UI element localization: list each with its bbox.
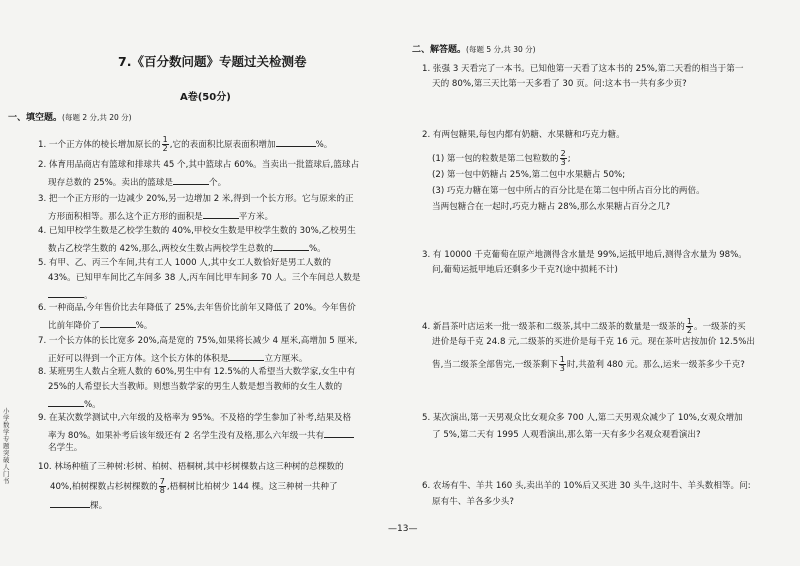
fill-question-6-line-1: 6. 一种商品,今年售价比去年降低了 25%,去年售价比前年又降低了 20%。今年售价 [38,303,356,313]
section-note: (每题 5 分,共 30 分) [466,45,536,54]
solve-question-2-cond-2: (2) 第一包中奶糖占 25%,第二包中水果糖占 50%; [432,170,626,180]
solve-question-2-cond-3: (3) 巧克力糖在第一包中所占的百分比是在第二包中所占百分比的两倍。 [432,186,705,196]
solve-question-3-line-1: 3. 有 10000 千克葡萄在原产地测得含水量是 99%,运抵甲地后,测得含水量为 98%。 [422,250,747,260]
fill-question-4-line-1: 4. 已知甲校学生数是乙校学生数的 40%,甲校女生数是甲校学生数的 30%,乙校男生 [38,226,356,236]
question-text: %。 [135,321,153,331]
question-text: 40%,柏树棵数占杉树棵数的 [50,482,158,492]
section-fill-blank [8,112,132,124]
answer-blank[interactable] [48,288,84,298]
solve-question-4-line-2: 进价是每千克 24.8 元,二级茶的买进价是每千克 16 元。现在茶叶店按加价 12.5%出 [432,337,755,347]
question-text: 棵。 [90,501,108,511]
solve-question-2-line-1: 2. 有两包糖果,每包内都有奶糖、水果糖和巧克力糖。 [422,130,625,140]
fraction-numerator: 2 [560,149,566,158]
fill-question-8-line-1: 8. 某班男生人数占全班人数的 60%,男生中有 12.5%的人希望当大数学家,女生中有 [38,367,356,377]
answer-blank[interactable] [173,175,209,185]
question-text: 率为 80%。如果补考后该年级还有 2 名学生没有及格,那么六年级一共有 [48,431,325,441]
fraction-numerator: 1 [559,355,565,364]
fraction [559,356,566,373]
fill-question-5-line-3 [48,288,93,302]
question-text: 方形面积相等。那么这个正方形的面积是 [48,212,203,222]
fraction-numerator: 1 [162,135,168,144]
fill-question-8-line-2: 25%的人希望长大当教师。则想当数学家的男生人数是想当教师的女生人数的 [48,382,343,392]
answer-blank[interactable] [203,209,239,219]
solve-question-6-line-2: 原有牛、羊各多少头? [432,497,514,507]
question-text: 个。 [208,178,227,188]
question-text: ; [567,154,571,164]
solve-question-1-line-2: 天的 80%,第三天比第一天多看了 30 页。问:这本书一共有多少页? [432,79,687,89]
section-title: 二、解答题。 [412,45,467,55]
answer-blank[interactable] [273,241,309,251]
answer-blank[interactable] [276,137,316,147]
question-text: 立方厘米。 [264,354,308,364]
question-text: 正好可以得到一个正方体。这个长方体的体积是 [48,354,229,364]
question-text: 4. 新昌茶叶店运来一批一级茶和二级茶,其中二级茶的数量是一级茶的 [422,322,685,332]
page-title: 7.《百分数问题》专题过关检测卷 [118,54,307,69]
question-text: 平方米。 [238,212,274,222]
fraction [159,478,166,495]
fill-question-7-line-1: 7. 一个长方体的长比宽多 20%,高是宽的 75%,如果将长减少 4 厘米,高增加 5 厘米, [38,336,358,346]
question-text: 现存总数的 25%。卖出的篮球是 [48,178,173,188]
answer-blank[interactable] [100,318,136,328]
answer-blank[interactable] [228,351,264,361]
fill-question-10-line-3 [50,498,107,512]
fraction-numerator: 1 [686,317,692,326]
fill-question-5-line-1: 5. 有甲、乙、丙三个车间,共有工人 1000 人,其中女工人数恰好是男工人数的 [38,258,331,268]
fraction-denominator: 8 [159,486,165,495]
answer-blank[interactable] [324,428,354,438]
fill-question-3-line-1: 3. 把一个正方形的一边减少 20%,另一边增加 2 米,得到一个长方形。它与原来的正 [38,194,354,204]
question-text: %。 [308,244,326,254]
solve-question-4-line-1 [422,318,746,335]
question-text: 售,当二级茶全部售完,一级茶剩下 [432,360,558,370]
fill-question-7-line-2 [48,351,307,365]
fill-question-3-line-2 [48,209,273,223]
question-text: ,它的表面积比原表面积增加 [169,140,276,150]
fill-question-2-line-2 [48,175,226,189]
fraction [162,136,169,153]
fraction-numerator: 7 [159,477,165,486]
fill-question-9-line-1: 9. 在某次数学测试中,六年级的及格率为 95%。不及格的学生参加了补考,结果及格 [38,413,352,423]
question-text: 。一级茶的买 [693,322,746,332]
fraction [686,318,693,335]
paper-subtitle: A卷(50分) [180,92,231,103]
question-text: 比前年降价了 [48,321,100,331]
answer-blank[interactable] [48,397,84,407]
fill-question-9-line-2 [48,428,354,442]
fill-question-4-line-2 [48,241,326,255]
section-solve [412,44,536,56]
question-text: %。 [315,140,333,150]
answer-blank[interactable] [50,498,90,508]
fill-question-6-line-2 [48,318,152,332]
section-note: (每题 2 分,共 20 分) [62,113,132,122]
fill-question-10-line-2 [50,478,338,495]
page-number: —13— [388,524,418,534]
solve-question-6-line-1: 6. 农场有牛、羊共 160 头,卖出羊的 10%后又买进 30 头牛,这时牛、羊头数相等。问: [422,481,751,491]
fill-question-2-line-1: 2. 体育用品商店有篮球和排球共 45 个,其中篮球占 60%。当卖出一批篮球后,篮球占 [38,160,360,170]
solve-question-1-line-1: 1. 张强 3 天看完了一本书。已知他第一天看了这本书的 25%,第二天看的相当于第一 [422,64,744,74]
side-margin-text: 小学数学专题突破人门书 [3,407,10,485]
question-text: %。 [84,400,101,410]
solve-question-4-line-3 [432,356,745,373]
solve-question-5-line-2: 了 5%,第二天有 1995 人观看演出,那么第一天有多少名观众观看演出? [432,430,701,440]
question-text: (1) 第一包的粒数是第二包粒数的 [432,154,559,164]
solve-question-3-line-2: 问,葡萄运抵甲地后还剩多少千克?(途中损耗不计) [432,265,618,275]
section-title: 一、填空题。 [8,113,63,123]
fraction-denominator: 2 [686,326,692,335]
fill-question-5-line-2: 43%。已知甲车间比乙车间多 38 人,丙车间比甲车间多 70 人。三个车间总人数是 [48,273,361,283]
question-text: ,梧桐树比柏树少 144 棵。这三种树一共种了 [166,482,338,492]
question-text: 数占乙校学生数的 42%,那么,两校女生数占两校学生总数的 [48,244,273,254]
fraction-denominator: 2 [162,144,168,153]
fraction-denominator: 3 [559,364,565,373]
solve-question-5-line-1: 5. 某次演出,第一天男观众比女观众多 700 人,第二天男观众减少了 10%,女观众增加 [422,413,743,423]
solve-question-2-ask: 当两包糖合在一起时,巧克力糖占 28%,那么水果糖占百分之几? [432,202,671,212]
fraction-denominator: 3 [560,158,566,167]
question-text: 1. 一个正方体的棱长增加原长的 [38,140,161,150]
question-text: 。 [84,291,93,301]
fill-question-10-line-1: 10. 林场种植了三种树:杉树、柏树、梧桐树,其中杉树棵数占这三种树的总棵数的 [38,462,344,472]
fill-question-9-line-3: 名学生。 [48,443,83,453]
fill-question-1 [38,136,332,153]
fraction [560,150,567,167]
fill-question-8-line-3 [48,397,101,411]
question-text: 时,共盈利 480 元。那么,运来一级茶多少千克? [566,360,745,370]
solve-question-2-cond-1 [432,150,571,167]
